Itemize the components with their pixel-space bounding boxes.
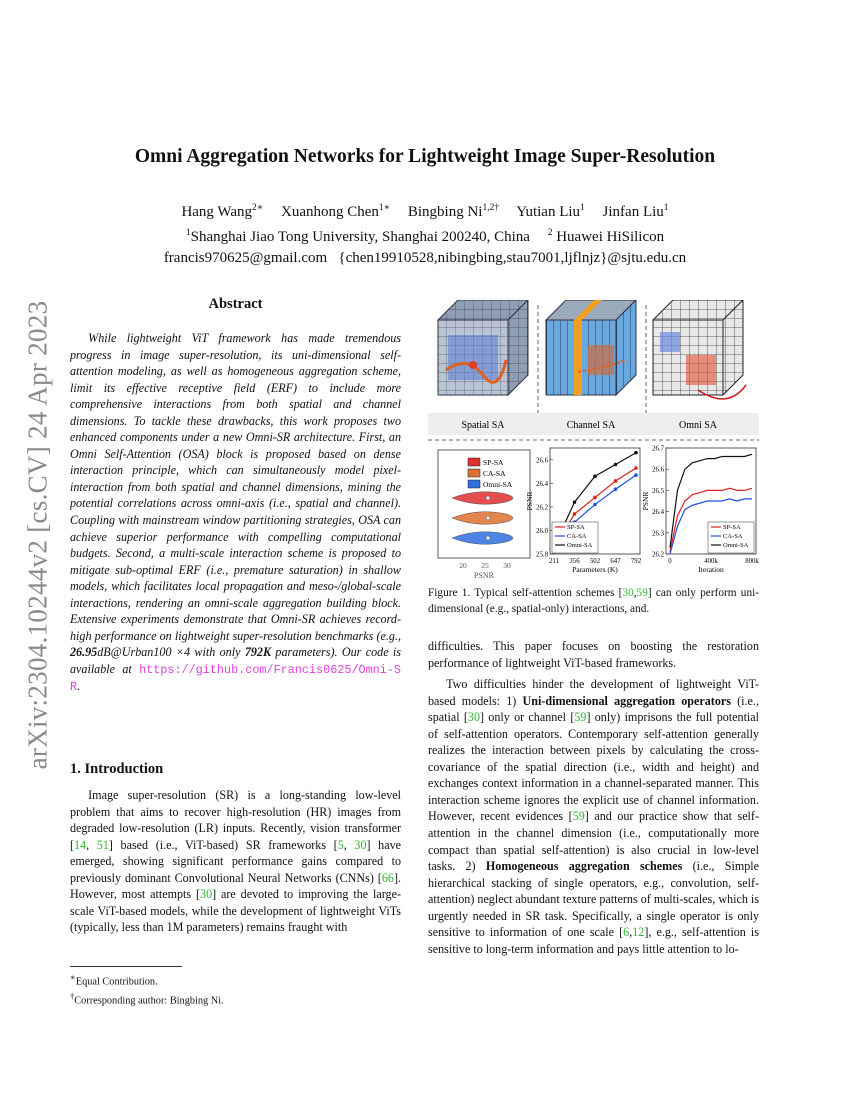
section-heading-introduction: 1. Introduction — [70, 761, 164, 777]
tick-label: 26.2 — [536, 504, 548, 512]
tick-label: 26.4 — [652, 509, 664, 517]
legend-swatch — [468, 469, 480, 477]
paragraph: Two difficulties hinder the development of lightweight ViT-based models: 1) Uni-dimensional aggregation operators (i.e., spatial [30] only or channel [59] only) imprisons the full potential of self-attention operators. Contemporary self-attention generally realizes the interaction between pixels by calculating the cross-covariance of the spatial direction (i.e., width and height) and exchanges context information in a channel-separated manner. This interaction scheme ignores the explicit use of channel information. However, recent evidences [59] and our practice show that self-attention in the channel dimension (i.e., computationally more compact than spatial self-attention) is also crucial in low-level tasks. 2) Homogeneous aggregation schemes (i.e., Simple hierarchical stacking of single operators, e.g., convolution, self-attention) neglect abundant texture patterns of multi-scales, which is urgently needed in SR task. Specifically, a single operator is only sensitive to information of one scale [6,12], e.g., self-attention is sensitive to long-term information and pays little attention to lo- — [428, 677, 760, 956]
tick-label: 356 — [569, 558, 580, 565]
tick-label: 25 — [481, 561, 489, 570]
tick-label: 30 — [503, 561, 511, 570]
introduction-body: Image super-resolution (SR) is a long-standing low-level problem that aims to recover high-resolution (HR) images from degraded low-resolution (LR) inputs. Recently, vision transformer [14, 51] based (i.e., ViT-based) SR frameworks [5, 30] have emerged, showing significant performance gains compared to previously dominant Convolutional Neural Networks (CNNs) [66]. However, most attempts [30] are devoted to improving the large-scale ViT-based models, while the development of lightweight ViTs (typically, less than 1M parameters) remains fraught with — [70, 788, 402, 935]
tick-label: 502 — [589, 558, 601, 565]
violin-chart — [438, 450, 530, 580]
tick-label: 26.0 — [536, 527, 548, 535]
author-name: Xuanhong Chen — [281, 204, 379, 220]
citation-link[interactable]: 59 — [574, 710, 587, 725]
tick-label: 800k — [745, 558, 759, 565]
data-point — [573, 500, 577, 504]
author-emails: francis970625@gmail.com {chen19910528,nibingbing,stau7001,ljflnjz}@sjtu.edu.cn — [163, 250, 687, 266]
author-list: Hang Wang$^{2∗}$ Xuanhong Chen$^{1∗}$ Bingbing $Ni^{1,2\dagger}$ Yutian Liu$^1$ Jinfan Liu$^1$ — [181, 203, 669, 220]
data-point — [634, 466, 638, 470]
iteration-psnr-chart — [641, 446, 759, 575]
affiliations: $^1$Shanghai Jiao Tong University, Shanghai 200240, China $^2$ Huawei HiSilicon — [185, 228, 665, 245]
data-point — [614, 487, 618, 491]
tick-label: 26.5 — [652, 487, 664, 495]
author-name: Yutian Liu — [516, 204, 581, 220]
figure-1-graphic — [428, 300, 759, 580]
author-block — [0, 198, 850, 269]
abstract-heading: Abstract — [208, 296, 263, 312]
citation-link[interactable]: 12 — [632, 925, 645, 940]
violin-median — [486, 496, 490, 500]
data-point — [593, 503, 597, 507]
violin-shape — [452, 532, 513, 545]
channel-sa-cube — [546, 300, 636, 395]
violin-shape — [452, 512, 513, 525]
legend-label: CA-SA — [723, 533, 743, 540]
arxiv-identifier: arXiv:2304.10244v2 [cs.CV] 24 Apr 2023 — [22, 300, 53, 770]
axis-label: Iteration — [698, 565, 724, 574]
legend-swatch — [468, 480, 480, 488]
label-omni-sa: Omni SA — [678, 420, 718, 431]
author-name: Bingbing Ni — [407, 204, 483, 220]
citation-link[interactable]: 6 — [623, 925, 630, 940]
legend-label: SP-SA — [483, 458, 504, 467]
tick-label: 211 — [549, 558, 559, 565]
legend-label: Omni-SA — [567, 542, 593, 549]
legend-label: CA-SA — [483, 469, 506, 478]
data-point — [634, 451, 638, 455]
tick-label: 25.8 — [536, 551, 548, 559]
data-point — [593, 496, 597, 500]
footnotes: ∗Equal Contribution. †Corresponding author: Bingbing Ni. — [70, 966, 401, 1009]
figure-1 — [428, 300, 759, 580]
citation-link[interactable]: 30 — [622, 587, 634, 599]
axis-label: Parameters (K) — [572, 565, 618, 574]
data-point — [593, 474, 597, 478]
data-point — [614, 479, 618, 483]
legend-label: Omni-SA — [483, 480, 513, 489]
citation-link[interactable]: 59 — [572, 809, 585, 824]
paragraph: difficulties. This paper focuses on boosting the restoration performance of lightweight ViT-based frameworks. — [428, 639, 759, 670]
citation-link[interactable]: 14 — [74, 837, 87, 852]
tick-label: 26.6 — [652, 466, 664, 474]
legend-label: SP-SA — [723, 524, 741, 531]
author-name: Hang Wang — [181, 204, 253, 220]
tick-label: 20 — [459, 561, 467, 570]
data-point — [573, 512, 577, 516]
figure-1-caption: Figure 1. Typical self-attention schemes [30,59] can only perform uni-dimensional (e.g., spatial-only) interactions, and. — [428, 587, 759, 615]
label-spatial-sa: Spatial SA — [461, 420, 505, 431]
right-column-body — [428, 638, 759, 957]
axis-label: PSNR — [641, 491, 650, 511]
legend-label: CA-SA — [567, 533, 587, 540]
tick-label: 400k — [704, 558, 718, 565]
omni-sa-cube — [653, 300, 746, 399]
axis-label: PSNR — [473, 571, 495, 580]
tick-label: 792 — [630, 558, 642, 565]
tick-label: 26.3 — [652, 530, 664, 538]
citation-link[interactable]: 5 — [337, 837, 344, 852]
tick-label: 26.4 — [536, 480, 548, 488]
data-point — [634, 473, 638, 477]
abstract-body: While lightweight ViT framework has made tremendous progress in image super-resolution, its uni-dimensional self-attention modeling, as well as homogeneous aggregation scheme, limit its effective receptive field (ERF) to include more comprehensive interactions from both spatial and channel dimensions. To tackle these drawbacks, this work proposes two enhanced components under a new Omni-SR architecture. First, an Omni Self-Attention (OSA) block is proposed based on dense interaction principle, which can simultaneously model pixel-interaction from both spatial and channel dimensions, mining the potential correlations across omni-axis (i.e., spatial and channel). Coupling with mainstream window partitioning strategies, OSA can achieve superior performance with compelling computational budgets. Second, a multi-scale interaction scheme is proposed to mitigate sub-optimal ERF (i.e., premature saturation) in shallow models, which facilitates local propagation and meso-/global-scale interactions, rendering an omni-scale aggregation building block. Extensive experiments demonstrate that Omni-SR achieves record-high performance on lightweight super-resolution benchmarks (e.g., 26.95dB@Urban100 ×4 with only 792K parameters). Our code is available at https://github.com/Francis0625/Omni-SR. — [70, 331, 401, 695]
citation-link[interactable]: 66 — [381, 870, 394, 885]
citation-link[interactable]: 59 — [636, 587, 648, 599]
citation-link[interactable]: 30 — [200, 887, 213, 902]
legend-label: SP-SA — [567, 524, 585, 531]
citation-link[interactable]: 30 — [354, 837, 367, 852]
tick-label: 26.6 — [536, 457, 548, 465]
legend-label: Omni-SA — [723, 542, 749, 549]
violin-median — [486, 536, 490, 540]
data-point — [614, 463, 618, 467]
paper-title: Omni Aggregation Networks for Lightweight Image Super-Resolution — [134, 146, 716, 167]
axis-label: PSNR — [525, 491, 534, 511]
tick-label: 647 — [610, 558, 621, 565]
code-link[interactable]: https://github.com/Francis0625/Omni-SR — [70, 662, 401, 695]
citation-link[interactable]: 30 — [467, 710, 480, 725]
params-psnr-chart — [525, 448, 642, 574]
violin-median — [486, 516, 490, 520]
spatial-sa-cube — [438, 300, 528, 395]
author-name: Jinfan Liu — [602, 204, 664, 220]
citation-link[interactable]: 51 — [96, 837, 109, 852]
tick-label: 0 — [668, 558, 672, 565]
tick-label: 26.2 — [652, 551, 664, 559]
legend-swatch — [468, 458, 480, 466]
violin-shape — [452, 492, 513, 505]
tick-label: 26.7 — [652, 445, 664, 453]
label-channel-sa: Channel SA — [566, 420, 616, 431]
